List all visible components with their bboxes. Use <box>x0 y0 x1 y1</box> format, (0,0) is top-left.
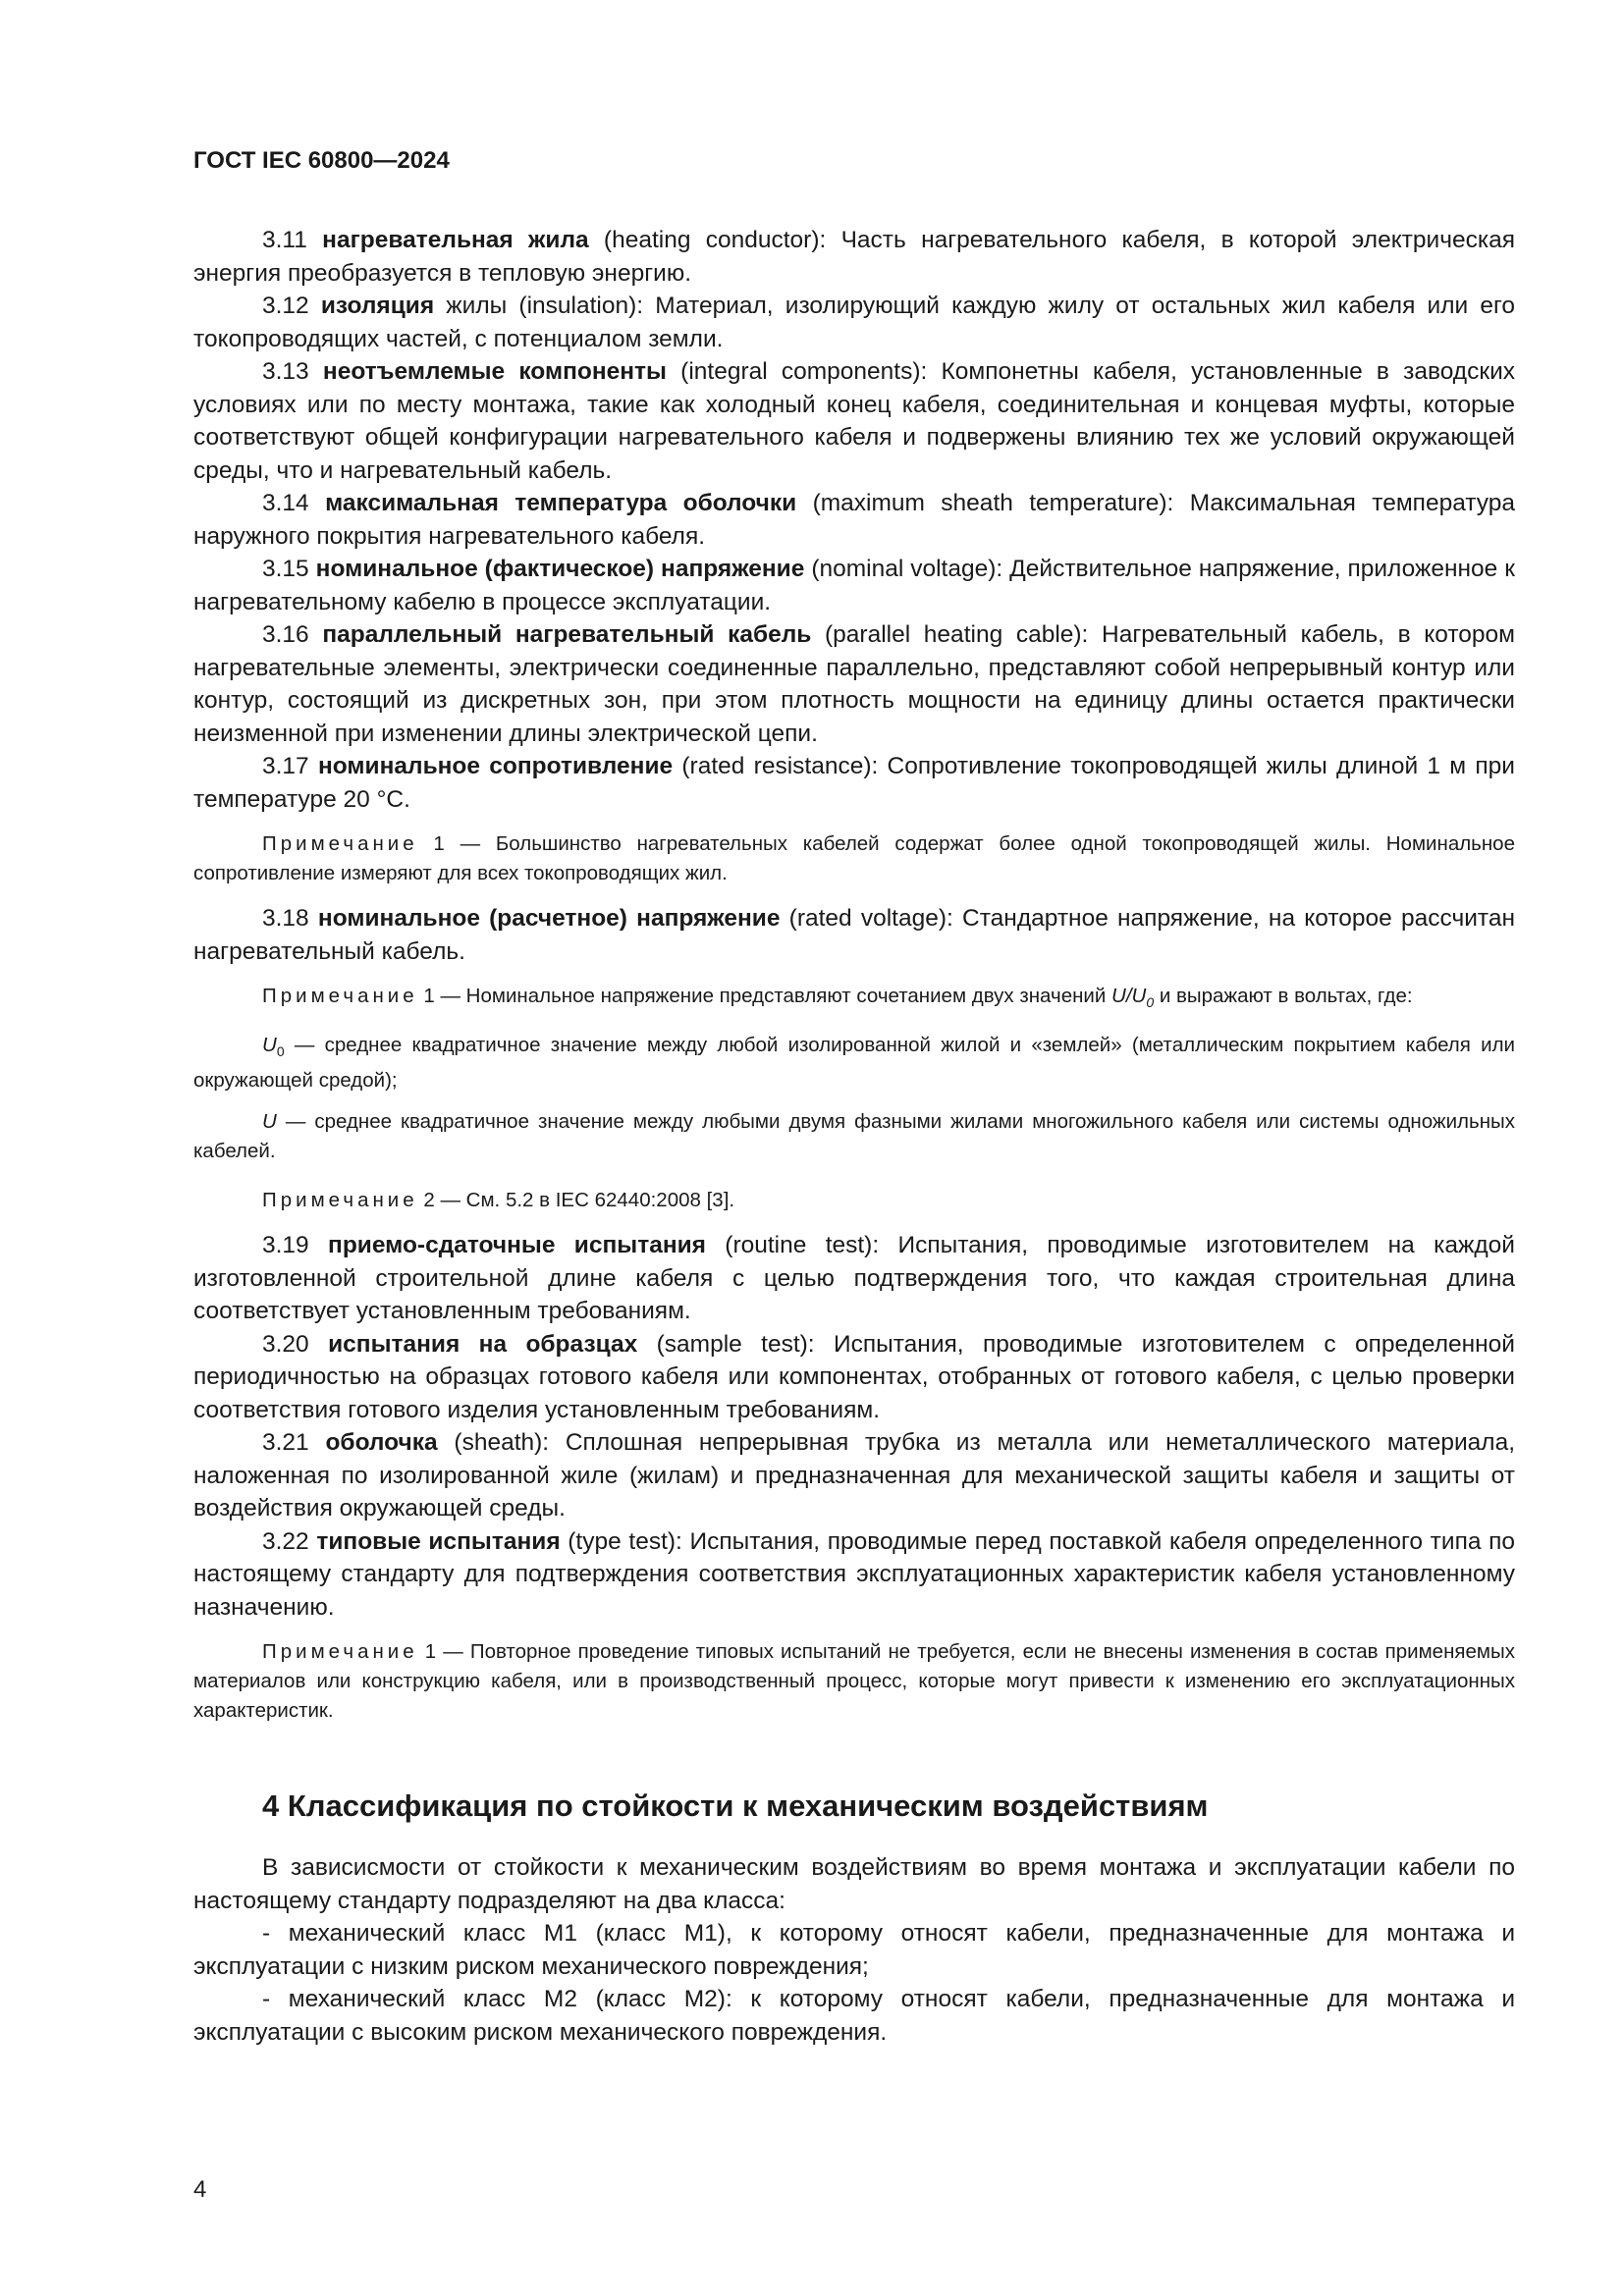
definition-3-22: 3.22 типовые испытания (type test): Испытания, проводимые перед поставкой кабеля определенного типа по настоящему стандарту для подтверждения соответствия эксплуатационных характеристик кабеля установленному назначению. <box>193 1527 1516 1621</box>
definition-3-15: 3.15 номинальное (фактическое) напряжение (nominal voltage): Действительное напряжение, приложенное к нагревательному кабелю в процессе эксплуатации. <box>193 556 1515 615</box>
definition-3-20: 3.20 испытания на образцах (sample test): Испытания, проводимые изготовителем с определенной периодичностью на образцах готового кабеля или компонентах, отобранных от готового кабеля, с целью проверки соответствия готового изделия установленным требованиям. <box>193 1330 1515 1423</box>
definition-3-13: 3.13 неотъемлемые компоненты (integral components): Компонетны кабеля, установленные в заводских условиях или по месту монтажа, такие как холодный конец кабеля, соединительная и концевая муфты, которые соответствуют общей конфигурации нагревательного кабеля и подвержены влиянию тех же условий окружающей среды, что и нагревательный кабель. <box>193 358 1515 484</box>
note-u0-definition: $U_0$ — среднее квадратичное значение между любой изолированной жилой и «землей» (металлическим покрытием кабеля или окружающей средой); <box>193 1034 1515 1093</box>
definition-3-12: 3.12 изоляция жилы (insulation): Материал, изолирующий каждую жилу от остальных жил кабеля или его токопроводящих частей, с потенциалом земли. <box>193 293 1516 352</box>
definition-3-14: 3.14 максимальная температура оболочки (maximum sheath temperature): Максимальная температура наружного покрытия нагревательного кабеля. <box>193 490 1516 550</box>
term: номинальное (расчетное) напряжение <box>317 905 781 932</box>
definition-3-11: 3.11 нагревательная жила (heating conductor): Часть нагревательного кабеля, в которой электрическая энергия преобразуется в тепловую энергию. <box>193 227 1516 287</box>
term: параллельный нагревательный кабель <box>322 621 812 648</box>
note-u-definition: U — среднее квадратичное значение между любыми двумя фазными жилами многожильного кабеля или системы одножильных кабелей. <box>193 1110 1515 1163</box>
term: нагревательная жила <box>322 227 589 253</box>
note-3-18-1: Примечание 1 — Номинальное напряжение представляют сочетанием двух значений $U/U_0$ и выражают в вольтах, где: <box>262 985 1413 1011</box>
term: приемо-сдаточные испытания <box>328 1232 706 1259</box>
term: номинальное (фактическое) напряжение <box>315 556 805 582</box>
note-3-17: Примечание 1 — Большинство нагревательных кабелей содержат более одной токопроводящей жилы. Номинальное сопротивление измеряют для всех токопроводящих жил. <box>193 832 1515 884</box>
page-number: 4 <box>193 2176 207 2203</box>
term: изоляция <box>320 293 435 319</box>
term: оболочка <box>325 1429 438 1457</box>
definition-3-19: 3.19 приемо-сдаточные испытания (routine test): Испытания, проводимые изготовителем на каждой изготовленной строительной длине кабеля с целью подтверждения того, что каждая строительная длина соответствует установленным требованиям. <box>193 1232 1515 1325</box>
list-item: - механический класс М2 (класс М2): к которому относят кабели, предназначенные для монтажа и эксплуатации с высоким риском механического повреждения. <box>193 1986 1515 2046</box>
section-4-title: 4 Классификация по стойкости к механическим воздействиям <box>262 1789 1209 1824</box>
definition-3-16: 3.16 параллельный нагревательный кабель (parallel heating cable): Нагревательный кабель, в котором нагревательные элементы, электрически соединенные параллельно, представляют собой непрерывный контур или контур, состоящий из дискретных зон, при этом плотность мощности на единицу длины остается практически неизменной при изменении длины электрической цепи. <box>193 621 1515 747</box>
note-3-22: Примечание 1 — Повторное проведение типовых испытаний не требуется, если не внесены изменения в состав применяемых материалов или конструкцию кабеля, или в производственный процесс, которые могут привести к изменению его эксплуатационных характеристик. <box>193 1640 1515 1723</box>
term: неотъемлемые компоненты <box>322 358 667 385</box>
term: номинальное сопротивление <box>317 753 674 779</box>
list-item: - механический класс М1 (класс М1), к которому относят кабели, предназначенные для монтажа и эксплуатации с низким риском механического повреждения; <box>193 1920 1515 1980</box>
definition-3-21: 3.21 оболочка (sheath): Сплошная непрерывная трубка из металла или неметаллического материала, наложенная по изолированной жиле (жилам) и предназначенная для механической защиты кабеля и защиты от воздействия окружающей среды. <box>193 1429 1515 1522</box>
definition-3-17: 3.17 номинальное сопротивление (rated resistance): Сопротивление токопроводящей жилы длиной 1 м при температуре 20 °С. <box>193 753 1515 813</box>
note-3-18-2: Примечание 2 — См. 5.2 в IEC 62440:2008 [3]. <box>262 1189 735 1212</box>
term: типовые испытания <box>316 1527 561 1555</box>
document-body <box>193 224 1515 2049</box>
definition-3-18: 3.18 номинальное (расчетное) напряжение (rated voltage): Стандартное напряжение, на которое рассчитан нагревательный кабель. <box>193 905 1516 965</box>
section-4-intro: В зависисмости от стойкости к механическим воздействиям во время монтажа и эксплуатации кабели по настоящему стандарту подразделяют на два класса: <box>193 1854 1515 1914</box>
term: максимальная температура оболочки <box>325 490 797 516</box>
document-header: ГОСТ IEC 60800—2024 <box>193 147 450 174</box>
term: испытания на образцах <box>328 1330 638 1358</box>
